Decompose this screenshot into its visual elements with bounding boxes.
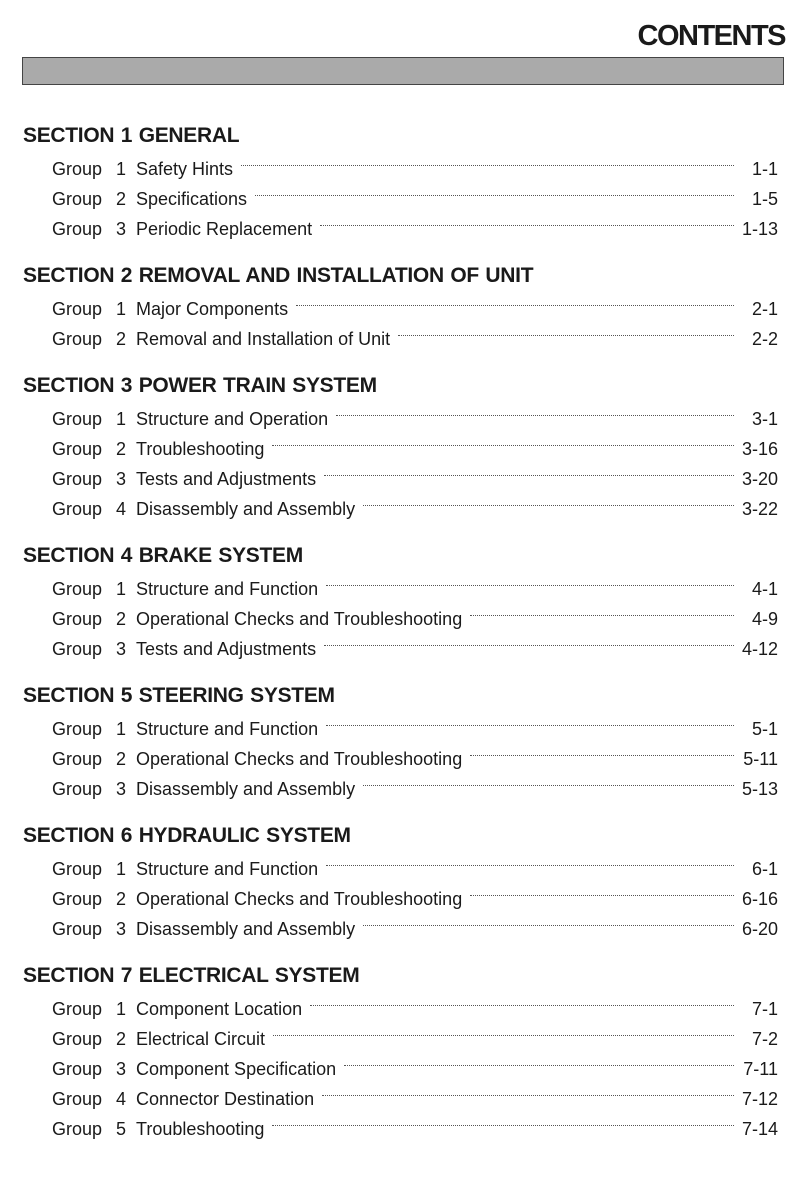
group-number: 2	[115, 749, 126, 769]
dot-leader	[326, 725, 734, 726]
group-label: Group	[52, 779, 103, 799]
group-title: Structure and Function	[136, 859, 319, 879]
dot-leader	[272, 1125, 734, 1126]
group-number: 3	[115, 469, 126, 489]
section-title[interactable]: SECTION 5 STEERING SYSTEM	[23, 684, 335, 707]
dot-leader	[322, 1095, 734, 1096]
page-number: 2-2	[751, 329, 778, 349]
group-number: 5	[115, 1119, 126, 1139]
toc-section	[23, 820, 778, 944]
section-title[interactable]: SECTION 7 ELECTRICAL SYSTEM	[23, 964, 360, 987]
group-label: Group	[52, 469, 103, 489]
group-title: Operational Checks and Troubleshooting	[136, 749, 463, 769]
group-number: 1	[115, 299, 126, 319]
group-number: 3	[115, 639, 126, 659]
page-title: CONTENTS	[637, 20, 785, 52]
header-bar	[22, 57, 784, 85]
dot-leader	[470, 615, 734, 616]
group-title: Structure and Function	[136, 719, 319, 739]
table-of-contents	[23, 120, 778, 1160]
group-title: Troubleshooting	[136, 439, 265, 459]
toc-entry[interactable]	[23, 1054, 778, 1084]
page-number: 7-14	[741, 1119, 778, 1139]
page-number: 7-2	[751, 1029, 778, 1049]
toc-entry[interactable]	[23, 1084, 778, 1114]
group-number: 3	[115, 779, 126, 799]
group-title: Major Components	[136, 299, 289, 319]
toc-entry[interactable]	[23, 464, 778, 494]
toc-entry[interactable]	[23, 1024, 778, 1054]
group-number: 2	[115, 609, 126, 629]
toc-entry[interactable]	[23, 434, 778, 464]
group-label: Group	[52, 189, 103, 209]
toc-entry[interactable]	[23, 404, 778, 434]
group-number: 2	[115, 889, 126, 909]
toc-entry[interactable]	[23, 214, 778, 244]
group-number: 3	[115, 1059, 126, 1079]
group-title: Periodic Replacement	[136, 219, 313, 239]
toc-entry[interactable]	[23, 854, 778, 884]
toc-section	[23, 260, 778, 354]
dot-leader	[336, 415, 734, 416]
group-number: 4	[115, 499, 126, 519]
toc-entry[interactable]	[23, 184, 778, 214]
page-number: 5-13	[741, 779, 778, 799]
toc-entry[interactable]	[23, 494, 778, 524]
toc-entry[interactable]	[23, 994, 778, 1024]
page-number: 6-16	[741, 889, 778, 909]
group-number: 1	[115, 159, 126, 179]
toc-section	[23, 680, 778, 804]
dot-leader	[398, 335, 734, 336]
page-number: 7-11	[743, 1059, 778, 1079]
toc-entry[interactable]	[23, 604, 778, 634]
page-number: 4-12	[741, 639, 778, 659]
group-label: Group	[52, 889, 103, 909]
dot-leader	[324, 475, 734, 476]
group-number: 2	[115, 439, 126, 459]
page-number: 5-11	[743, 749, 778, 769]
group-label: Group	[52, 719, 103, 739]
group-title: Operational Checks and Troubleshooting	[136, 889, 463, 909]
group-label: Group	[52, 609, 103, 629]
toc-section	[23, 370, 778, 524]
group-label: Group	[52, 439, 103, 459]
toc-entry[interactable]	[23, 634, 778, 664]
page-number: 1-13	[741, 219, 778, 239]
group-number: 1	[115, 409, 126, 429]
dot-leader	[296, 305, 734, 306]
group-label: Group	[52, 1119, 103, 1139]
group-label: Group	[52, 639, 103, 659]
group-title: Disassembly and Assembly	[136, 499, 356, 519]
toc-entry[interactable]	[23, 914, 778, 944]
dot-leader	[320, 225, 734, 226]
page-number: 3-16	[741, 439, 778, 459]
group-title: Operational Checks and Troubleshooting	[136, 609, 463, 629]
group-label: Group	[52, 159, 103, 179]
group-label: Group	[52, 299, 103, 319]
group-label: Group	[52, 1029, 103, 1049]
section-title[interactable]: SECTION 3 POWER TRAIN SYSTEM	[23, 374, 377, 397]
dot-leader	[363, 505, 734, 506]
toc-entry[interactable]	[23, 774, 778, 804]
toc-entry[interactable]	[23, 294, 778, 324]
dot-leader	[470, 755, 734, 756]
group-number: 3	[115, 219, 126, 239]
toc-entry[interactable]	[23, 714, 778, 744]
page-number: 4-1	[751, 579, 778, 599]
toc-entry[interactable]	[23, 744, 778, 774]
dot-leader	[255, 195, 734, 196]
dot-leader	[363, 925, 734, 926]
section-title[interactable]: SECTION 4 BRAKE SYSTEM	[23, 544, 303, 567]
dot-leader	[344, 1065, 734, 1066]
page-number: 6-20	[741, 919, 778, 939]
toc-section	[23, 960, 778, 1144]
page-number: 4-9	[751, 609, 778, 629]
group-title: Component Specification	[136, 1059, 337, 1079]
page-number: 7-1	[751, 999, 778, 1019]
toc-entry[interactable]	[23, 884, 778, 914]
page-number: 1-1	[751, 159, 778, 179]
group-number: 1	[115, 719, 126, 739]
group-label: Group	[52, 499, 103, 519]
page-number: 3-20	[741, 469, 778, 489]
group-title: Disassembly and Assembly	[136, 779, 356, 799]
section-title[interactable]: SECTION 2 REMOVAL AND INSTALLATION OF UNIT	[23, 264, 534, 287]
group-label: Group	[52, 219, 103, 239]
dot-leader	[310, 1005, 734, 1006]
dot-leader	[241, 165, 734, 166]
group-title: Disassembly and Assembly	[136, 919, 356, 939]
dot-leader	[273, 1035, 734, 1036]
group-title: Connector Destination	[136, 1089, 315, 1109]
toc-section	[23, 540, 778, 664]
group-title: Removal and Installation of Unit	[136, 329, 391, 349]
group-label: Group	[52, 409, 103, 429]
page-number: 7-12	[741, 1089, 778, 1109]
group-number: 1	[115, 579, 126, 599]
page-number: 3-1	[751, 409, 778, 429]
group-number: 2	[115, 329, 126, 349]
page-number: 1-5	[751, 189, 778, 209]
group-label: Group	[52, 1089, 103, 1109]
group-title: Electrical Circuit	[136, 1029, 266, 1049]
group-number: 2	[115, 1029, 126, 1049]
group-label: Group	[52, 1059, 103, 1079]
dot-leader	[326, 585, 734, 586]
group-label: Group	[52, 749, 103, 769]
group-title: Component Location	[136, 999, 303, 1019]
group-title: Safety Hints	[136, 159, 234, 179]
group-title: Structure and Operation	[136, 409, 329, 429]
dot-leader	[363, 785, 734, 786]
page-number: 5-1	[751, 719, 778, 739]
toc-entry[interactable]	[23, 324, 778, 354]
page-number: 2-1	[751, 299, 778, 319]
group-title: Tests and Adjustments	[136, 639, 317, 659]
group-title: Structure and Function	[136, 579, 319, 599]
group-label: Group	[52, 999, 103, 1019]
dot-leader	[326, 865, 734, 866]
group-title: Specifications	[136, 189, 248, 209]
toc-entry[interactable]	[23, 1114, 778, 1144]
toc-section	[23, 120, 778, 244]
group-title: Troubleshooting	[136, 1119, 265, 1139]
group-title: Tests and Adjustments	[136, 469, 317, 489]
group-number: 2	[115, 189, 126, 209]
toc-entry[interactable]	[23, 154, 778, 184]
group-number: 4	[115, 1089, 126, 1109]
section-title[interactable]: SECTION 1 GENERAL	[23, 124, 240, 147]
section-title[interactable]: SECTION 6 HYDRAULIC SYSTEM	[23, 824, 351, 847]
group-number: 3	[115, 919, 126, 939]
group-number: 1	[115, 999, 126, 1019]
group-label: Group	[52, 329, 103, 349]
group-label: Group	[52, 919, 103, 939]
dot-leader	[272, 445, 734, 446]
page-number: 6-1	[751, 859, 778, 879]
toc-entry[interactable]	[23, 574, 778, 604]
dot-leader	[324, 645, 734, 646]
group-label: Group	[52, 579, 103, 599]
page-number: 3-22	[741, 499, 778, 519]
dot-leader	[470, 895, 734, 896]
group-label: Group	[52, 859, 103, 879]
group-number: 1	[115, 859, 126, 879]
